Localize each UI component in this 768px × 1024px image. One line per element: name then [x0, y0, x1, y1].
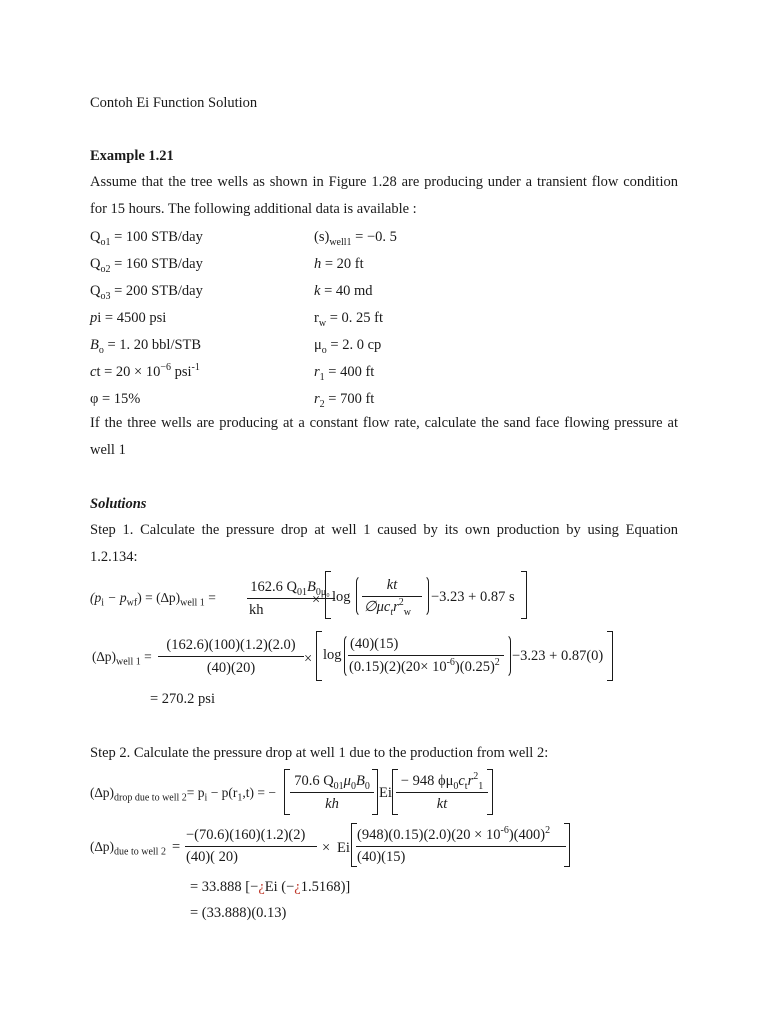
s2eq1-lhs: $(\Delta p)_{drop due to well 2}= p_i - p(r_1,t)$ = − [90, 785, 277, 804]
data-left-3: pi = 4500 psi [90, 310, 167, 326]
data-left-5: ct = $20 \times 10^{-6}$ psi$^{-1}$ [90, 362, 200, 380]
data-right-4: $\mu_o = 2$. 0 cp [314, 337, 382, 356]
step2-text: Step 2. Calculate the pressure drop at well 1 due to the production from well 2: [90, 745, 549, 761]
solutions-heading: Solutions [90, 496, 147, 512]
s2eq2-equals: = [172, 839, 181, 855]
eq1-inner-bar [362, 596, 422, 597]
eq1-tail: −3.23 + 0.87 s [431, 589, 515, 605]
s2eq1-ei-numerator: − 948 $\phi\mu_0c_tr^2_1$ [400, 771, 484, 792]
eq1-denominator: kh [249, 602, 264, 618]
eq2-lhs: $(\Delta p)_{well 1}$ = [92, 649, 152, 668]
eq1-times: × [312, 592, 321, 608]
s2eq2-fraction-bar [185, 846, 317, 847]
example-heading: Example 1.21 [90, 148, 174, 164]
s2eq1-ei-bracket-right [487, 769, 493, 815]
data-right-2: k = 40 md [314, 283, 373, 299]
data-right-0: $(s)_{well1} = -0$. 5 [314, 229, 397, 248]
question-text: If the three wells are producing at a constant flow rate, calculate the sand face flowing pressure at well 1 [90, 415, 678, 458]
eq1-inner-numerator: kt [386, 577, 398, 593]
step2-line-4: = (33.888)(0.13) [190, 905, 287, 921]
step2-line-3: = 33.888 [−¿Ei (−¿1.5168)] [190, 879, 351, 895]
eq1-paren-right [422, 575, 429, 617]
eq2-inner-denominator: $(0.15)(2)(20\times 10^{-6})(0.25)^2$ [349, 657, 500, 675]
eq2-paren-right [504, 634, 511, 678]
data-left-6: φ = 15% [90, 391, 141, 407]
data-left-0: $Q_{o1} = 100$ STB/day [90, 229, 203, 248]
eq1-bracket-right [521, 571, 527, 619]
step1-result: = 270.2 psi [150, 691, 215, 707]
eq2-times: × [304, 651, 313, 667]
data-left-2: $Q_{o3} = 200$ STB/day [90, 283, 203, 302]
data-left-1: $Q_{o2} = 160$ STB/day [90, 256, 203, 275]
s2eq1-ei-denominator: kt [436, 796, 448, 812]
s2eq2-times: × [322, 840, 331, 856]
eq2-bracket-left [316, 631, 322, 681]
eq1-inner-denominator: $\emptyset\mu c_tr^2_w$ [364, 597, 412, 618]
s2eq1-fraction-bar [290, 792, 374, 793]
s2eq2-ei-denominator: (40)(15) [357, 849, 406, 865]
s2eq2-ei-numerator: $(948)(0.15)(2.0)(20 \times 10^{-6})(400)^2$ [357, 825, 551, 843]
eq1-lhs: $(p_i - p_{wf}) = (\Delta p)_{well 1}$ = [90, 590, 216, 609]
eq2-bracket-right [607, 631, 613, 681]
eq2-numerator: (162.6)(100)(1.2)(2.0) [166, 637, 296, 653]
s2eq2-ei-bracket-right [564, 823, 570, 867]
data-right-5: $r_1 = 400$ ft [314, 364, 375, 383]
s2eq2-numerator: −(70.6)(160)(1.2)(2) [186, 827, 306, 843]
s2eq1-ei-fraction-bar [396, 792, 488, 793]
eq1-bracket-left [325, 571, 331, 619]
step1-text: Step 1. Calculate the pressure drop at well 1 caused by its own production by using Equation 1.2.134: [90, 522, 678, 565]
data-right-3: $r_w = 0$. 25 ft [314, 310, 383, 329]
eq2-inner-bar [348, 655, 504, 656]
eq1-numerator: 162.6 $Q_{01}B_{0\mu_0}$ [250, 579, 330, 598]
s2eq1-denominator: kh [325, 796, 339, 812]
eq2-fraction-bar [158, 656, 304, 657]
eq1-log: log [332, 589, 351, 605]
data-left-4: $B_o = 1$. 20 bbl/STB [90, 337, 202, 356]
data-right-6: $r_2 = 700$ ft [314, 391, 375, 410]
s2eq2-lhs: $(\Delta p)_{due to well 2}$ [90, 839, 166, 858]
s2eq2-ei: Ei [337, 840, 350, 856]
eq2-denominator: (40)(20) [206, 660, 256, 676]
eq2-inner-numerator: (40)(15) [350, 636, 399, 652]
data-right-1: h = 20 ft [314, 256, 364, 272]
s2eq1-bracket-right [372, 769, 378, 815]
document-title: Contoh Ei Function Solution [90, 95, 258, 111]
s2eq2-denominator: (40)( 20) [186, 849, 238, 865]
s2eq1-numerator: 70.6 $Q_{01}\mu_0B_0$ [294, 773, 370, 792]
s2eq1-ei: Ei [379, 785, 392, 801]
eq1-fraction-bar [247, 598, 335, 599]
s2eq2-ei-fraction-bar [356, 846, 566, 847]
eq2-tail: −3.23 + 0.87(0) [512, 648, 604, 664]
eq2-log: log [323, 647, 342, 663]
example-intro: Assume that the tree wells as shown in Figure 1.28 are producing under a transient flow condition for 15 hours. The following additional data is available : [90, 174, 678, 217]
